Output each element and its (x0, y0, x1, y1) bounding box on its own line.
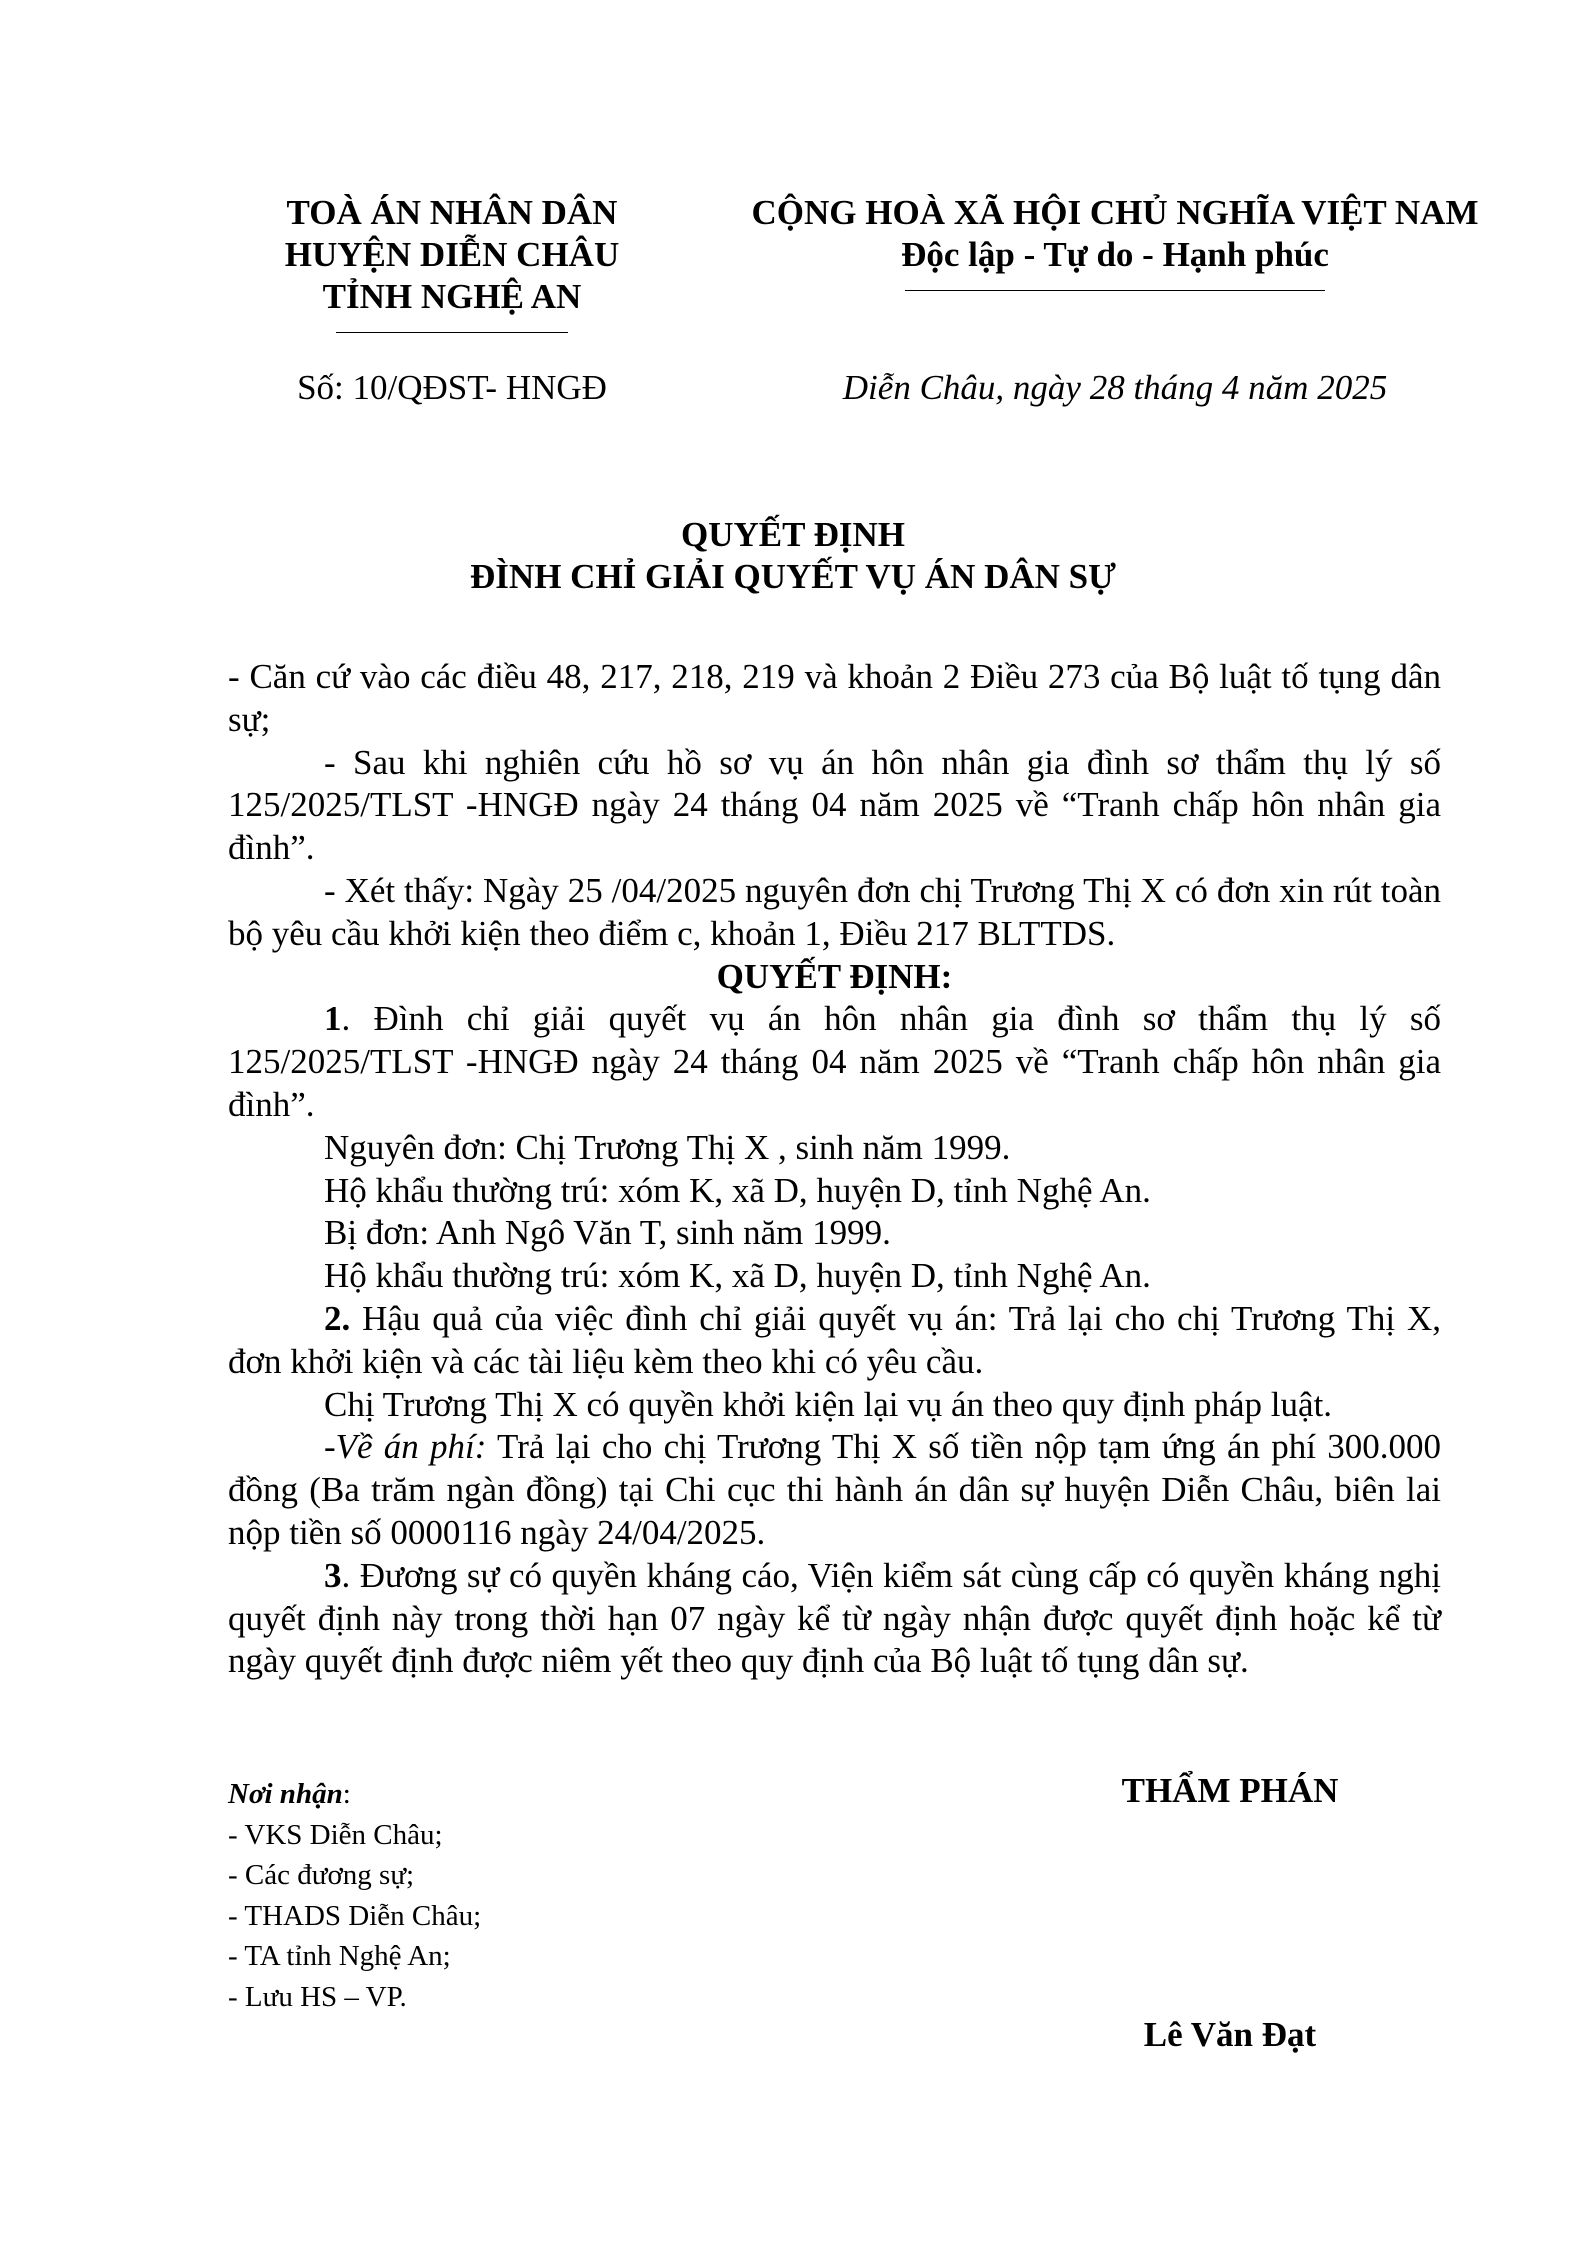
recipients-block (228, 1774, 788, 2017)
national-title: CỘNG HOÀ XÃ HỘI CHỦ NGHĨA VIỆT NAM (751, 193, 1479, 232)
defendant-address: Hộ khẩu thường trú: xóm K, xã D, huyện D, tỉnh Nghệ An. (324, 1256, 1151, 1296)
item-1-text: . Đình chỉ giải quyết vụ án hôn nhân gia đình sơ thẩm thụ lý số 125/2025/TLST -HNGĐ ngày 24 tháng 04 năm 2025 về “Tranh chấp hôn nhân gia đình”. (228, 999, 1441, 1124)
signer-name: Lê Văn Đạt (1143, 2015, 1317, 2054)
recipients-heading (228, 1774, 788, 1815)
legal-basis: - Căn cứ vào các điều 48, 217, 218, 219 và khoản 2 Điều 273 của Bộ luật tố tụng dân sự; (228, 657, 1441, 739)
document-number: Số: 10/QĐST- HNGĐ (297, 368, 607, 407)
recipient-item: - VKS Diễn Châu; (228, 1818, 443, 1851)
item-3-number: 3 (324, 1555, 342, 1595)
recipient-item: - THADS Diễn Châu; (228, 1899, 482, 1932)
plaintiff: Nguyên đơn: Chị Trương Thị X , sinh năm 1999. (324, 1127, 1011, 1167)
recipient-item: - TA tỉnh Nghệ An; (228, 1940, 451, 1972)
right-to-resue: Chị Trương Thị X có quyền khởi kiện lại vụ án theo quy định pháp luật. (324, 1384, 1333, 1424)
document-title (0, 514, 1586, 598)
decision-heading: QUYẾT ĐỊNH: (716, 956, 953, 996)
signature-title: THẨM PHÁN (1121, 1771, 1339, 1810)
recipient-item: - Các đương sự; (228, 1859, 415, 1891)
court-header-divider (336, 332, 568, 333)
place-and-date: Diễn Châu, ngày 28 tháng 4 năm 2025 (842, 368, 1388, 407)
title-line2: ĐÌNH CHỈ GIẢI QUYẾT VỤ ÁN DÂN SỰ (470, 557, 1116, 596)
court-fee (228, 1426, 1441, 1554)
case-review: - Sau khi nghiên cứu hồ sơ vụ án hôn nhân gia đình sơ thẩm thụ lý số 125/2025/TLST -HNGĐ ngày 24 tháng 04 năm 2025 về “Tranh chấp hôn nhân gia đình”. (228, 742, 1441, 868)
recipients-colon: : (342, 1778, 351, 1810)
court-name-line2: HUYỆN DIỄN CHÂU (284, 235, 620, 274)
recipients-label: Nơi nhận (228, 1778, 343, 1810)
item-1-number: 1 (324, 999, 342, 1039)
fee-label: Về án phí: (335, 1427, 487, 1467)
item-2-number: 2. (324, 1298, 351, 1338)
decision-item-1 (228, 998, 1441, 1126)
court-name-line1: TOÀ ÁN NHÂN DÂN (286, 193, 618, 232)
court-name-line3: TỈNH NGHỆ AN (322, 277, 582, 316)
item-3-text: . Đương sự có quyền kháng cáo, Viện kiểm sát cùng cấp có quyền kháng nghị quyết định này trong thời hạn 07 ngày kể từ ngày nhận được quyết định hoặc kể từ ngày quyết định được niêm yết theo quy định của Bộ luật tố tụng dân sự. (228, 1555, 1441, 1681)
national-motto: Độc lập - Tự do - Hạnh phúc (901, 235, 1329, 274)
court-header (232, 192, 672, 333)
fee-text: Trả lại cho chị Trương Thị X số tiền nộp tạm ứng án phí 300.000 đồng (Ba trăm ngàn đồng) tại Chi cục thi hành án dân sự huyện Diễn Châu, biên lai nộp tiền số 0000116 ngày 24/04/2025. (228, 1427, 1441, 1552)
national-header-divider (905, 290, 1325, 291)
document-body (228, 656, 1441, 1683)
defendant: Bị đơn: Anh Ngô Văn T, sinh năm 1999. (324, 1213, 891, 1253)
plaintiff-address: Hộ khẩu thường trú: xóm K, xã D, huyện D, tỉnh Nghệ An. (324, 1170, 1151, 1210)
decision-item-2 (228, 1298, 1441, 1384)
recipient-item: - Lưu HS – VP. (228, 1980, 407, 2013)
title-line1: QUYẾT ĐỊNH (681, 515, 905, 554)
decision-item-3 (228, 1555, 1441, 1683)
fee-prefix: - (324, 1427, 336, 1467)
national-header (700, 192, 1530, 291)
findings: - Xét thấy: Ngày 25 /04/2025 nguyên đơn chị Trương Thị X có đơn xin rút toàn bộ yêu cầu khởi kiện theo điểm c, khoản 1, Điều 217 BLTTDS. (228, 870, 1441, 953)
item-2-text: Hậu quả của việc đình chỉ giải quyết vụ án: Trả lại cho chị Trương Thị X, đơn khởi kiện và các tài liệu kèm theo khi có yêu cầu. (228, 1298, 1441, 1381)
